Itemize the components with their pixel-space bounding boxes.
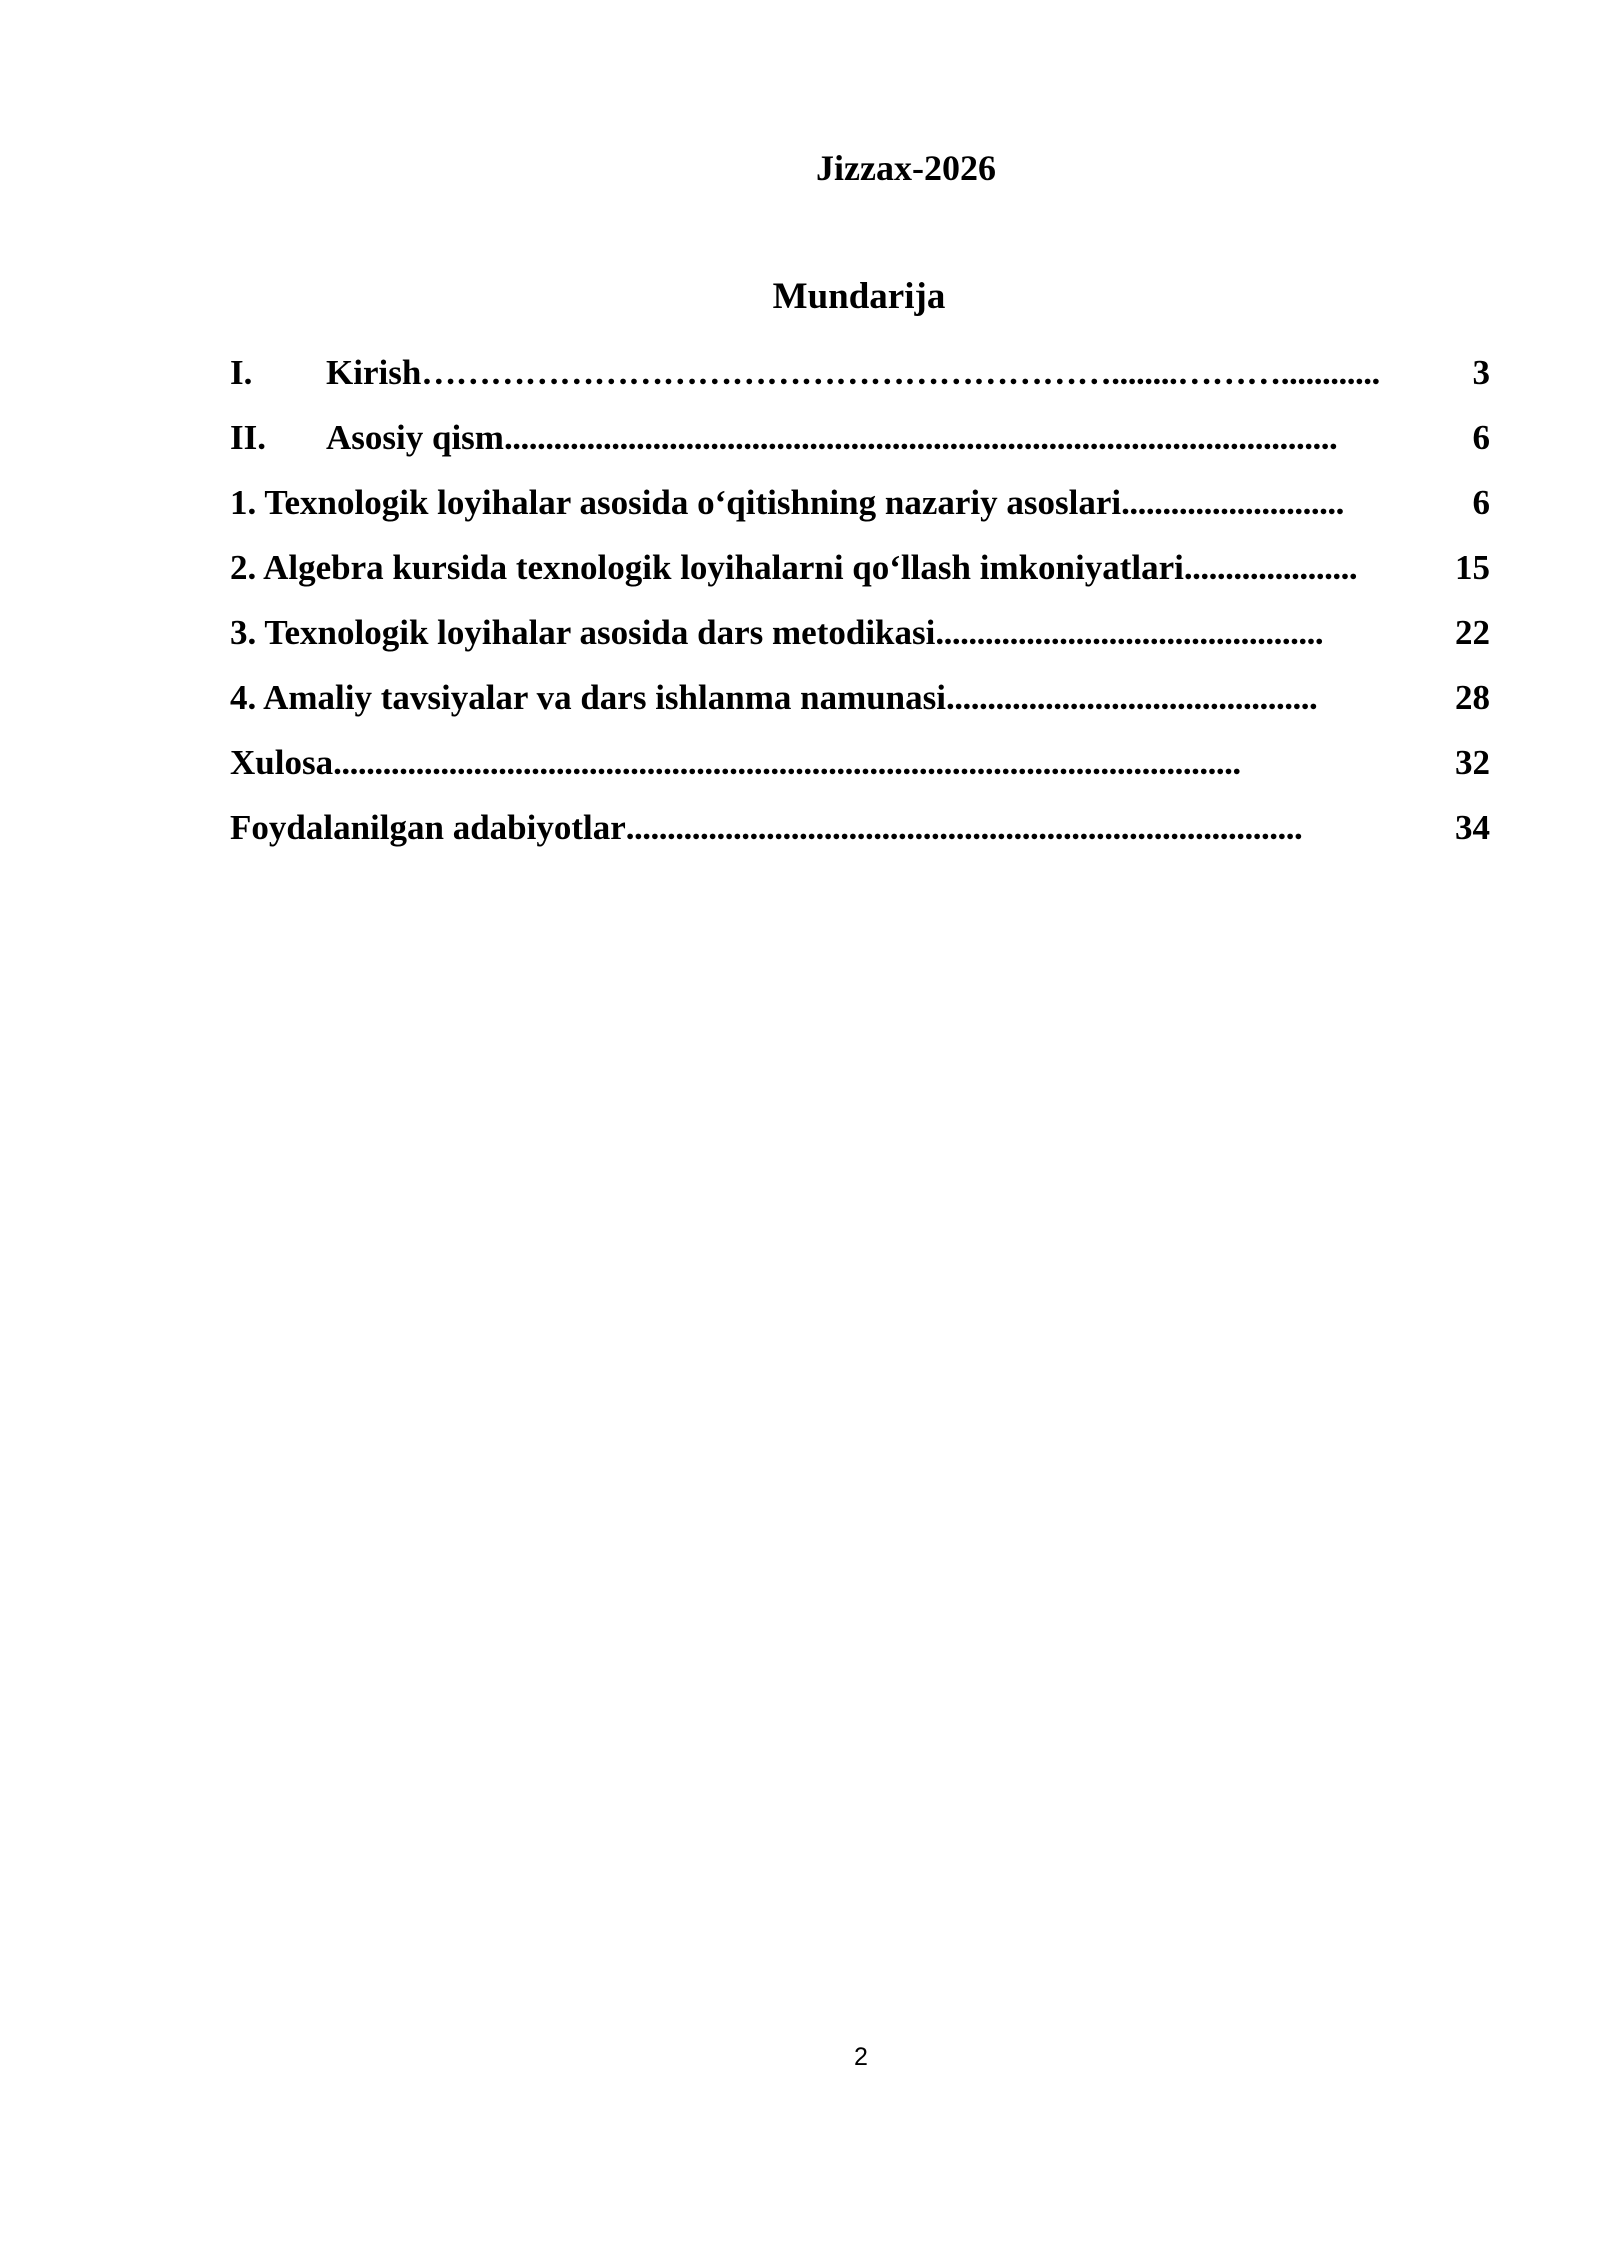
toc-entry-xulosa[interactable] xyxy=(230,734,1490,799)
toc-entry-label: Foydalanilgan adabiyotlar xyxy=(230,808,626,847)
table-of-contents xyxy=(230,344,1490,864)
toc-entry-foydalanilgan-adabiyotlar[interactable] xyxy=(230,799,1490,864)
toc-entry-label: Asosiy qism xyxy=(326,418,504,457)
toc-entry-page: 6 xyxy=(1472,483,1490,522)
toc-entry-section-4[interactable] xyxy=(230,669,1490,734)
toc-entry-page: 15 xyxy=(1455,548,1490,587)
toc-leader-dots: ..................................................................................................... xyxy=(503,418,1338,457)
toc-entry-label: Xulosa xyxy=(230,743,334,782)
toc-entry-section-1[interactable] xyxy=(230,474,1490,539)
toc-leader-dots: ............................................... xyxy=(935,613,1324,652)
toc-entry-section-3[interactable] xyxy=(230,604,1490,669)
page-number: 2 xyxy=(854,2043,868,2071)
toc-entry-label: Kirish xyxy=(326,353,422,392)
toc-entry-label: 4. Amaliy tavsiyalar va dars ishlanma namunasi xyxy=(230,678,946,717)
toc-entry-label: 1. Texnologik loyihalar asosida o‘qitishning nazariy asoslari xyxy=(230,483,1122,522)
toc-entry-page: 22 xyxy=(1455,613,1490,652)
toc-entry-number: I. xyxy=(230,353,253,392)
toc-entry-label: 2. Algebra kursida texnologik loyihalarni qo‘llash imkoniyatlari xyxy=(230,548,1184,587)
toc-entry-page: 32 xyxy=(1455,743,1490,782)
toc-entry-asosiy-qism[interactable] xyxy=(230,409,1490,474)
toc-entry-page: 28 xyxy=(1455,678,1490,717)
toc-title: Mundarija xyxy=(772,276,946,317)
toc-leader-dots: .................................................................................. xyxy=(625,808,1303,847)
toc-leader-dots: .............................................................................................................. xyxy=(333,743,1241,782)
toc-entry-section-2[interactable] xyxy=(230,539,1490,604)
toc-entry-page: 3 xyxy=(1472,353,1490,392)
toc-entry-page: 6 xyxy=(1472,418,1490,457)
toc-leader-dots: ..................... xyxy=(1183,548,1358,587)
toc-entry-page: 34 xyxy=(1455,808,1490,847)
city-year-heading: Jizzax-2026 xyxy=(816,148,996,188)
toc-leader-dots: ............................................. xyxy=(946,678,1318,717)
toc-leader-dots: ........................... xyxy=(1121,483,1344,522)
toc-leader-dots: ……………………………………………………........………............ xyxy=(421,353,1380,392)
toc-entry-number: II. xyxy=(230,418,266,457)
toc-entry-label: 3. Texnologik loyihalar asosida dars metodikasi xyxy=(230,613,936,652)
toc-entry-kirish[interactable] xyxy=(230,344,1490,409)
